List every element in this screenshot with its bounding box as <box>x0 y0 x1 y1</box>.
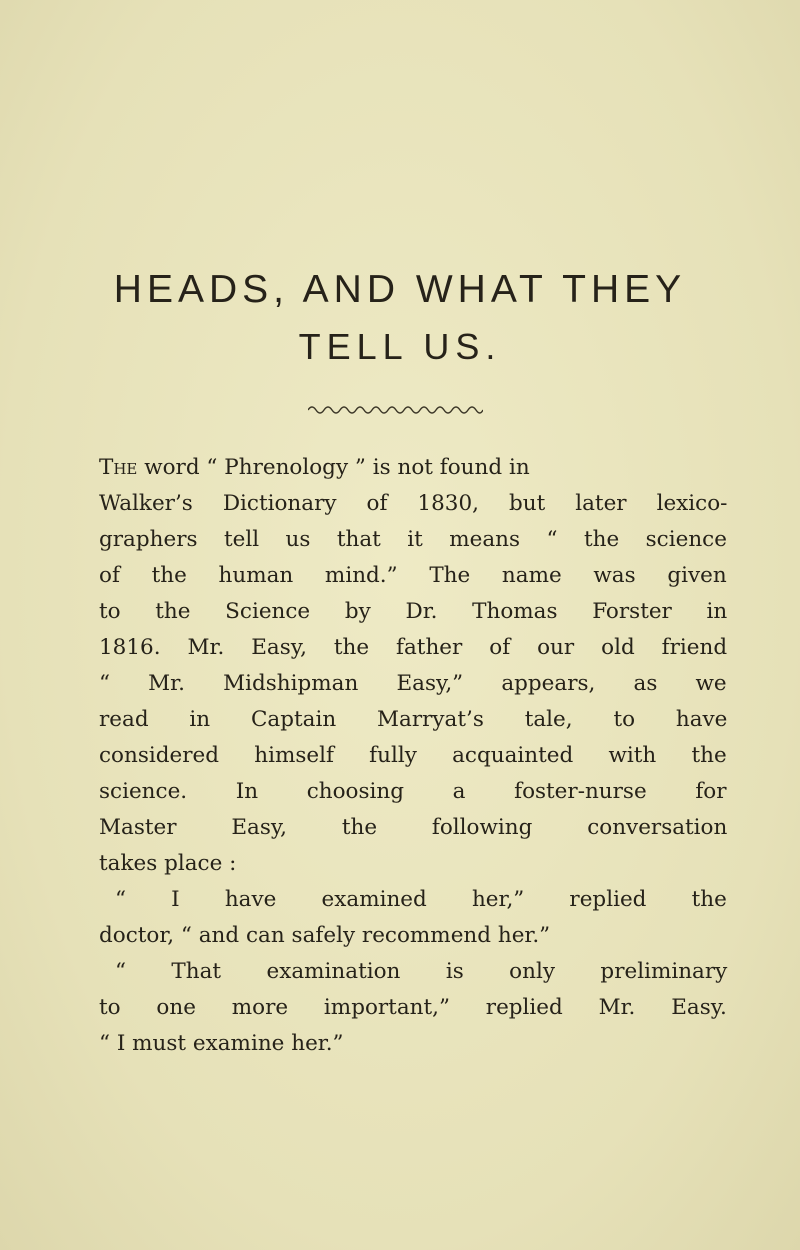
text-line: science. In choosing a foster-nurse for <box>99 779 727 804</box>
text-line: to the Science by Dr. Thomas Forster in <box>99 599 728 624</box>
wavy-rule-ornament <box>308 404 483 416</box>
text-line: of the human mind.” The name was given <box>99 563 727 588</box>
text-line: “ I have examined her,” replied the <box>115 887 727 912</box>
text-line: “ That examination is only preliminary <box>115 959 728 984</box>
text-line: “ I must examine her.” <box>99 1031 344 1056</box>
text-line: takes place : <box>99 851 237 876</box>
text-line: read in Captain Marryat’s tale, to have <box>99 707 728 732</box>
text-line: considered himself fully acquainted with the <box>99 743 727 768</box>
text-line: Master Easy, the following conversation <box>99 815 728 840</box>
text-line: to one more important,” replied Mr. Easy. <box>99 995 727 1020</box>
chapter-title-line-2: TELL US. <box>298 326 502 367</box>
text-line: Walker’s Dictionary of 1830, but later lexico- <box>99 491 728 516</box>
text-line: “ Mr. Midshipman Easy,” appears, as we <box>99 671 727 696</box>
text-line: The word “ Phrenology ” is not found in <box>99 455 530 480</box>
text-line: doctor, “ and can safely recommend her.” <box>99 923 551 948</box>
chapter-title-line-1: HEADS, AND WHAT THEY <box>113 268 687 311</box>
text-line: 1816. Mr. Easy, the father of our old friend <box>99 635 728 660</box>
text-line: graphers tell us that it means “ the science <box>99 527 727 552</box>
drop-word: The <box>99 455 138 480</box>
